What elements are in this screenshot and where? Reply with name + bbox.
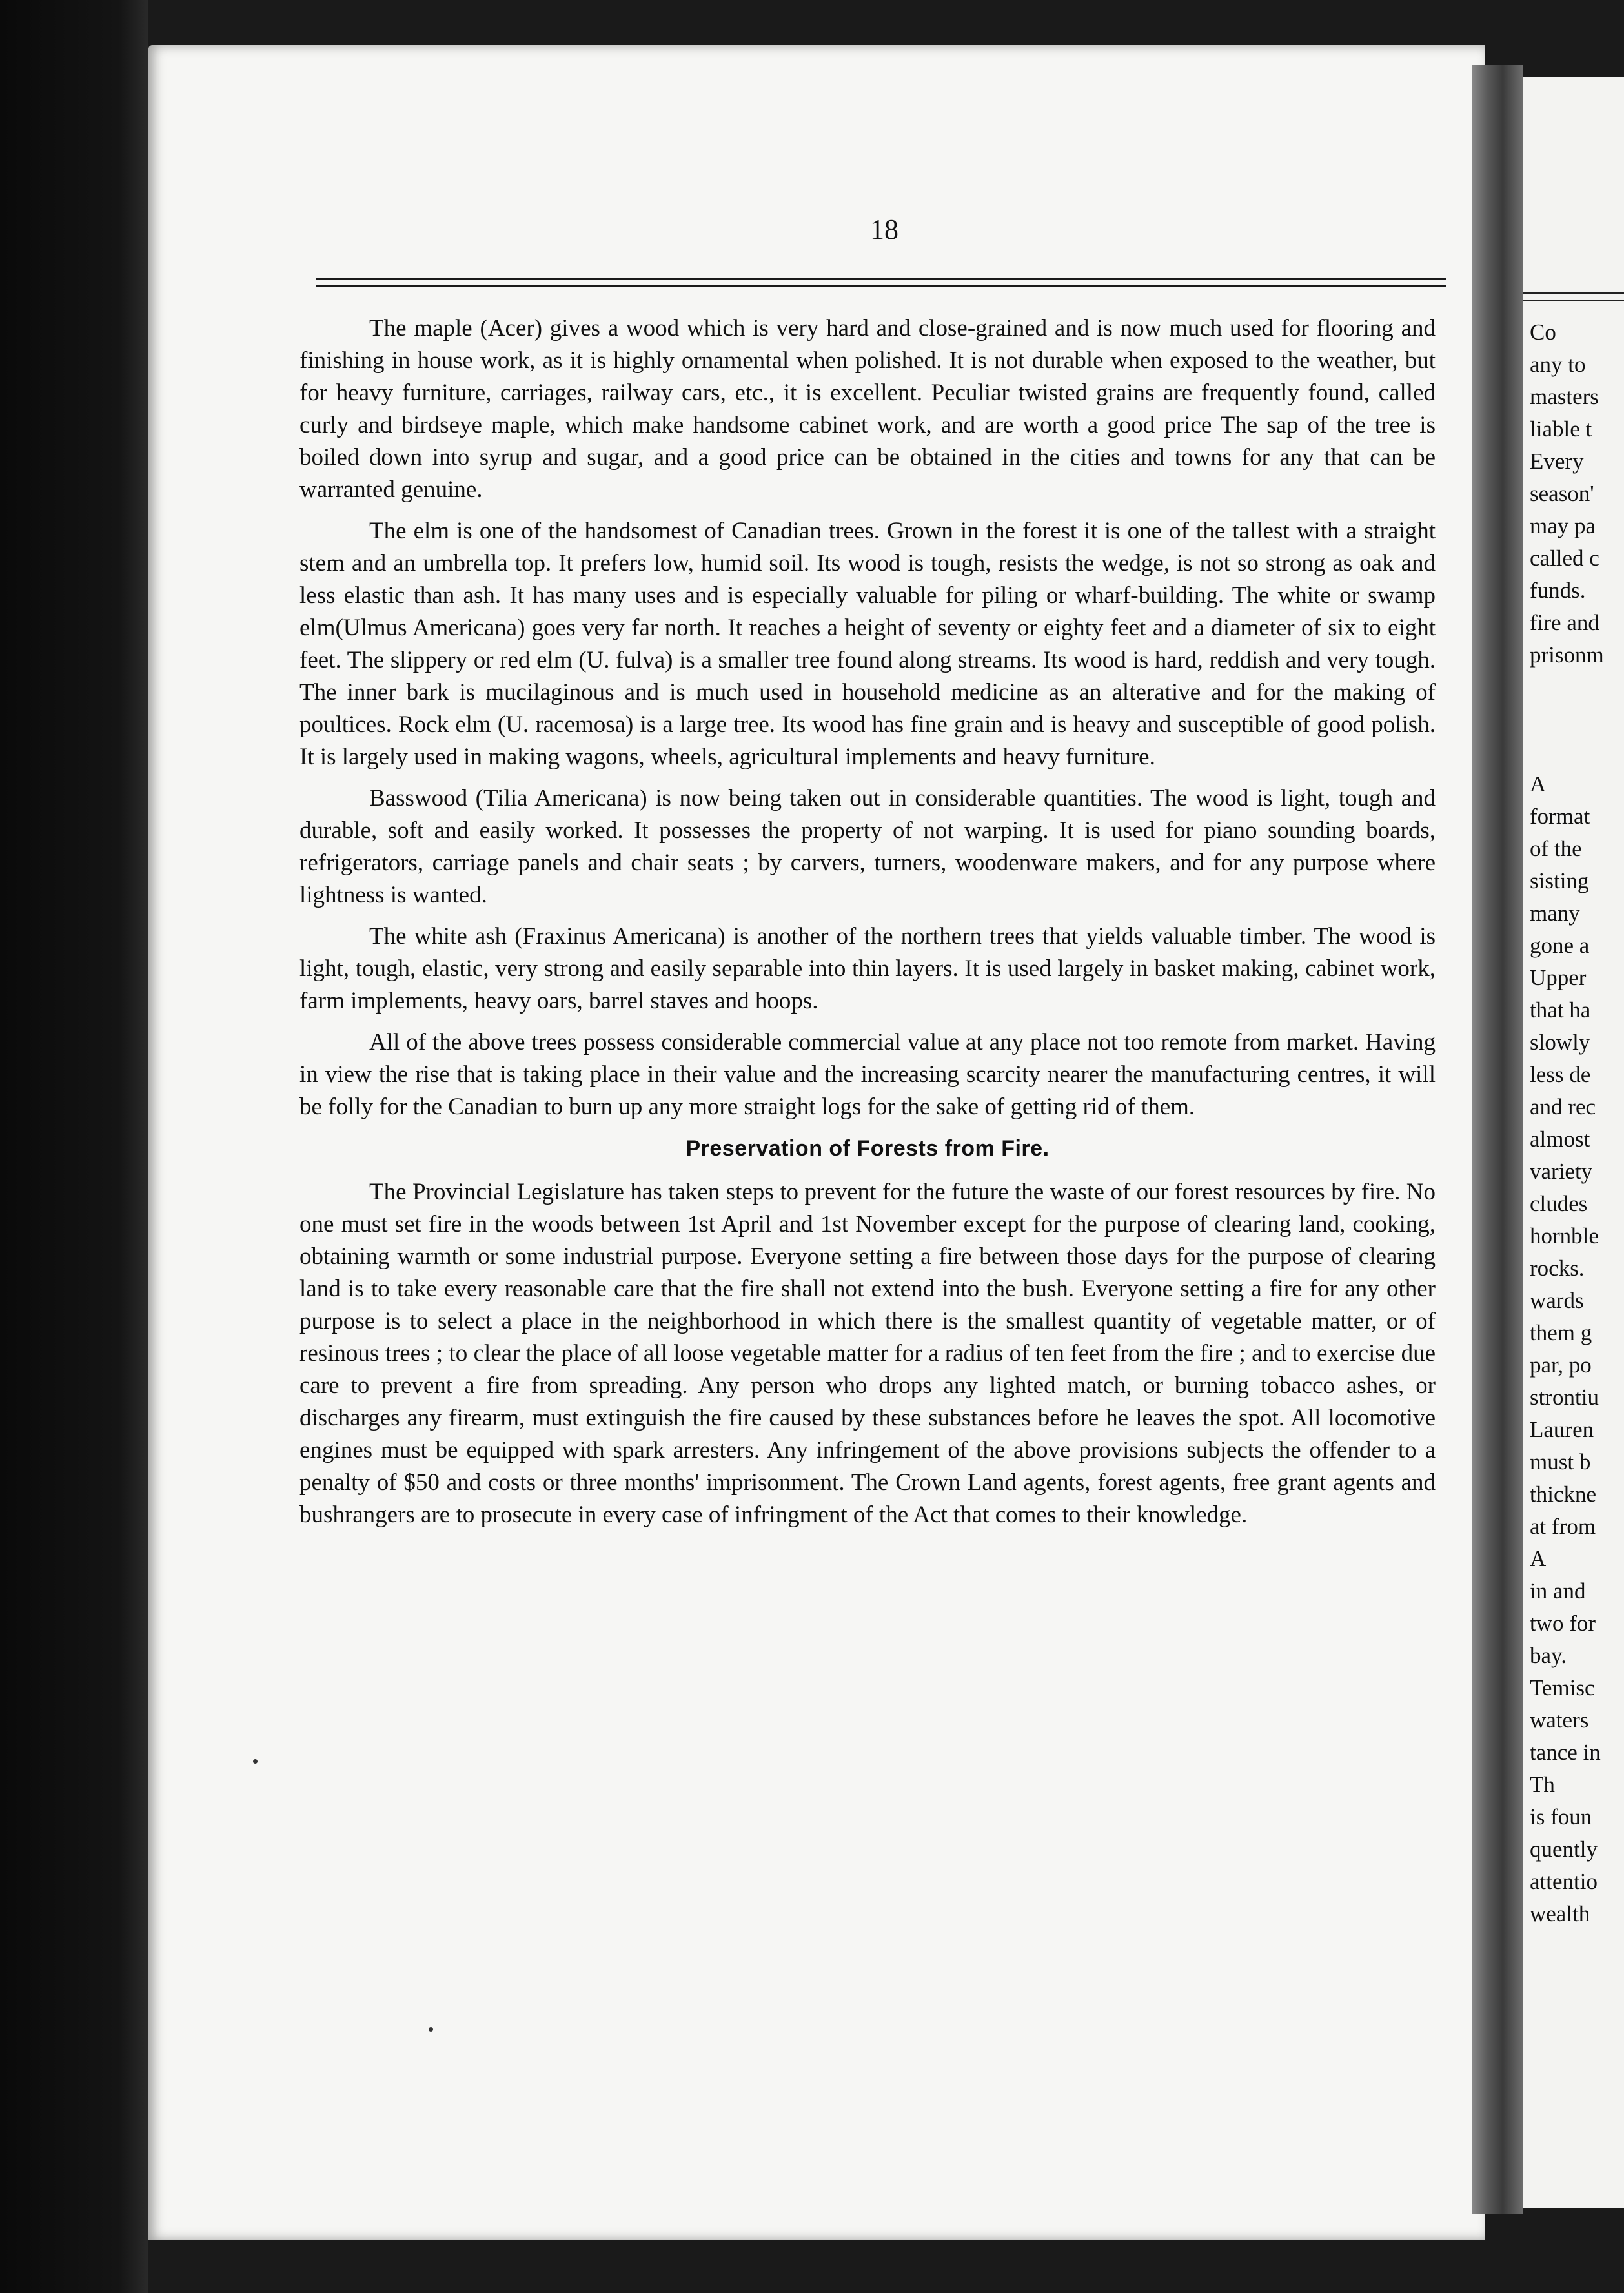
adjacent-page <box>1523 77 1624 2208</box>
adjacent-page-line: them g <box>1530 1320 1592 1345</box>
adjacent-page-line: less de <box>1530 1062 1591 1087</box>
paragraph-commercial-value: All of the above trees possess considerable commercial value at any place not too remote from market. Having in view the rise that is taking place in their value and the increasing scarcity nearer the manufacturing centres, it will be folly for the Canadian to burn up any more straight logs for the sake of getting rid of them. <box>299 1029 1436 1120</box>
adjacent-page-line: funds. <box>1530 578 1586 603</box>
section-heading: Preservation of Forests from Fire. <box>685 1136 1050 1161</box>
adjacent-page-line: rocks. <box>1530 1256 1585 1281</box>
adjacent-page-line: tance in <box>1530 1740 1601 1765</box>
adjacent-page-line: and rec <box>1530 1094 1596 1119</box>
adjacent-page-line <box>1530 671 1624 704</box>
adjacent-page-line: Co <box>1530 320 1556 345</box>
adjacent-page-line: is foun <box>1530 1804 1592 1829</box>
adjacent-page-line: almost <box>1530 1126 1590 1152</box>
adjacent-page-line: waters <box>1530 1707 1589 1733</box>
adjacent-page-line: called c <box>1530 545 1599 571</box>
adjacent-page-line: of the <box>1530 836 1582 861</box>
adjacent-page-line: liable t <box>1530 416 1592 442</box>
adjacent-page-line: par, po <box>1530 1352 1592 1378</box>
paragraph-basswood: Basswood (Tilia Americana) is now being taken out in considerable quantities. The wood is light, tough and durable, soft and easily worked. It possesses the property of not warping. It is used for piano sounding boards, refrigerators, carriage panels and chair seats ; by carvers, turners, woodenware makers, and for any purpose where lightness is wanted. <box>299 785 1436 908</box>
paragraph-ash: The white ash (Fraxinus Americana) is another of the northern trees that yields valuable timber. The wood is light, tough, elastic, very strong and easily separable into thin layers. It is used largely in basket making, cabinet work, farm implements, heavy oars, barrel staves and hoops. <box>299 923 1436 1014</box>
adjacent-page-line: that ha <box>1530 997 1591 1023</box>
adjacent-page-line: bay. <box>1530 1643 1567 1668</box>
adjacent-page-line: may pa <box>1530 513 1596 538</box>
adjacent-page-line <box>1530 736 1624 768</box>
adjacent-page-line: Th <box>1530 1772 1555 1797</box>
adjacent-page-line: A <box>1530 1546 1547 1571</box>
adjacent-page-line: strontiu <box>1530 1385 1599 1410</box>
header-rule <box>316 278 1446 287</box>
adjacent-page-line: many <box>1530 901 1580 926</box>
paragraph-maple: The maple (Acer) gives a wood which is very hard and close-grained and is now much used for flooring and finishing in house work, as it is highly ornamental when polished. It is not durable when exposed to the weather, but for heavy furniture, carriages, railway cars, etc., it is excellent. Peculiar twisted grains are frequently found, called curly and birdseye maple, which make handsome cabinet work, and are worth a good price The sap of the tree is boiled down into syrup and sugar, and a good price can be obtained in the cities and towns for any that can be warranted genuine. <box>299 315 1436 503</box>
adjacent-page-line: at from <box>1530 1514 1596 1539</box>
adjacent-page-line: two for <box>1530 1611 1596 1636</box>
adjacent-page-line: wards <box>1530 1288 1584 1313</box>
page-body <box>299 312 1436 1540</box>
adjacent-page-line: must b <box>1530 1449 1591 1474</box>
adjacent-page-line: prisonm <box>1530 642 1604 668</box>
paragraph-fire-legislation: The Provincial Legislature has taken steps to prevent for the future the waste of our forest resources by fire. No one must set fire in the woods between 1st April and 1st November except for the purpose of clearing land, cooking, obtaining warmth or some industrial purpose. Everyone setting a fire between those days for the purpose of clearing land is to take every reasonable care that the fire shall not extend into the bush. Everyone setting a fire for any other purpose is to select a place in the neighborhood in which there is the smallest quantity of vegetable matter, or of resinous trees ; to clear the place of all loose vegetable matter for a radius of ten feet from the fire ; and to exercise due care to prevent a fire from spreading. Any person who drops any lighted match, or burning tobacco ashes, or discharges any firearm, must extinguish the fire caused by these substances before he leaves the spot. All locomotive engines must be equipped with spark arresters. Any infringement of the above provisions subjects the offender to a penalty of $50 and costs or three months' imprisonment. The Crown Land agents, forest agents, free grant agents and bushrangers are to prosecute in every case of infringment of the Act that comes to their knowledge. <box>299 1179 1436 1528</box>
adjacent-page-line: quently <box>1530 1837 1598 1862</box>
adjacent-page-line: Lauren <box>1530 1417 1594 1442</box>
speck <box>429 2027 433 2032</box>
adjacent-page-line: in and <box>1530 1578 1586 1604</box>
adjacent-page-line: variety <box>1530 1159 1593 1184</box>
adjacent-page-line: season' <box>1530 481 1594 506</box>
adjacent-page-line: gone a <box>1530 933 1590 958</box>
adjacent-page-line: cludes <box>1530 1191 1588 1216</box>
adjacent-page-line: any to <box>1530 352 1586 377</box>
adjacent-page-line: Upper <box>1530 965 1587 990</box>
adjacent-page-line: format <box>1530 804 1590 829</box>
adjacent-page-line: attentio <box>1530 1869 1598 1894</box>
adjacent-page-line: masters <box>1530 384 1599 409</box>
adjacent-page-line: fire and <box>1530 610 1599 635</box>
paragraph-elm: The elm is one of the handsomest of Canadian trees. Grown in the forest it is one of the tallest with a straight stem and an umbrella top. It prefers low, humid soil. Its wood is tough, resists the wedge, is not so strong as oak and less elastic than ash. It has many uses and is especially valuable for piling or wharf-building. The white or swamp elm(Ulmus Americana) goes very far north. It reaches a height of seventy or eighty feet and a diameter of six to eight feet. The slippery or red elm (U. fulva) is a smaller tree found along streams. Its wood is hard, reddish and very tough. The inner bark is mucilaginous and is much used in household medicine as an alterative and for the making of poultices. Rock elm (U. racemosa) is a large tree. Its wood has fine grain and is heavy and susceptible of good polish. It is largely used in making wagons, wheels, agricultural implements and heavy furniture. <box>299 518 1436 770</box>
adjacent-page-line: A <box>1530 771 1547 797</box>
speck <box>253 1759 258 1764</box>
adjacent-header-rule <box>1523 292 1624 301</box>
adjacent-page-line: sisting <box>1530 868 1589 893</box>
adjacent-page-line: wealth <box>1530 1901 1590 1926</box>
adjacent-page-line: Temisc <box>1530 1675 1595 1700</box>
adjacent-page-line: thickne <box>1530 1482 1597 1507</box>
adjacent-page-line <box>1530 704 1624 736</box>
adjacent-page-line: Every <box>1530 449 1584 474</box>
adjacent-page-line: hornble <box>1530 1223 1599 1248</box>
adjacent-page-line: slowly <box>1530 1030 1590 1055</box>
book-spine-gutter <box>1472 65 1523 2214</box>
microfilm-border <box>0 0 148 2293</box>
adjacent-page-text <box>1530 316 1624 1930</box>
page-number: 18 <box>870 214 898 245</box>
